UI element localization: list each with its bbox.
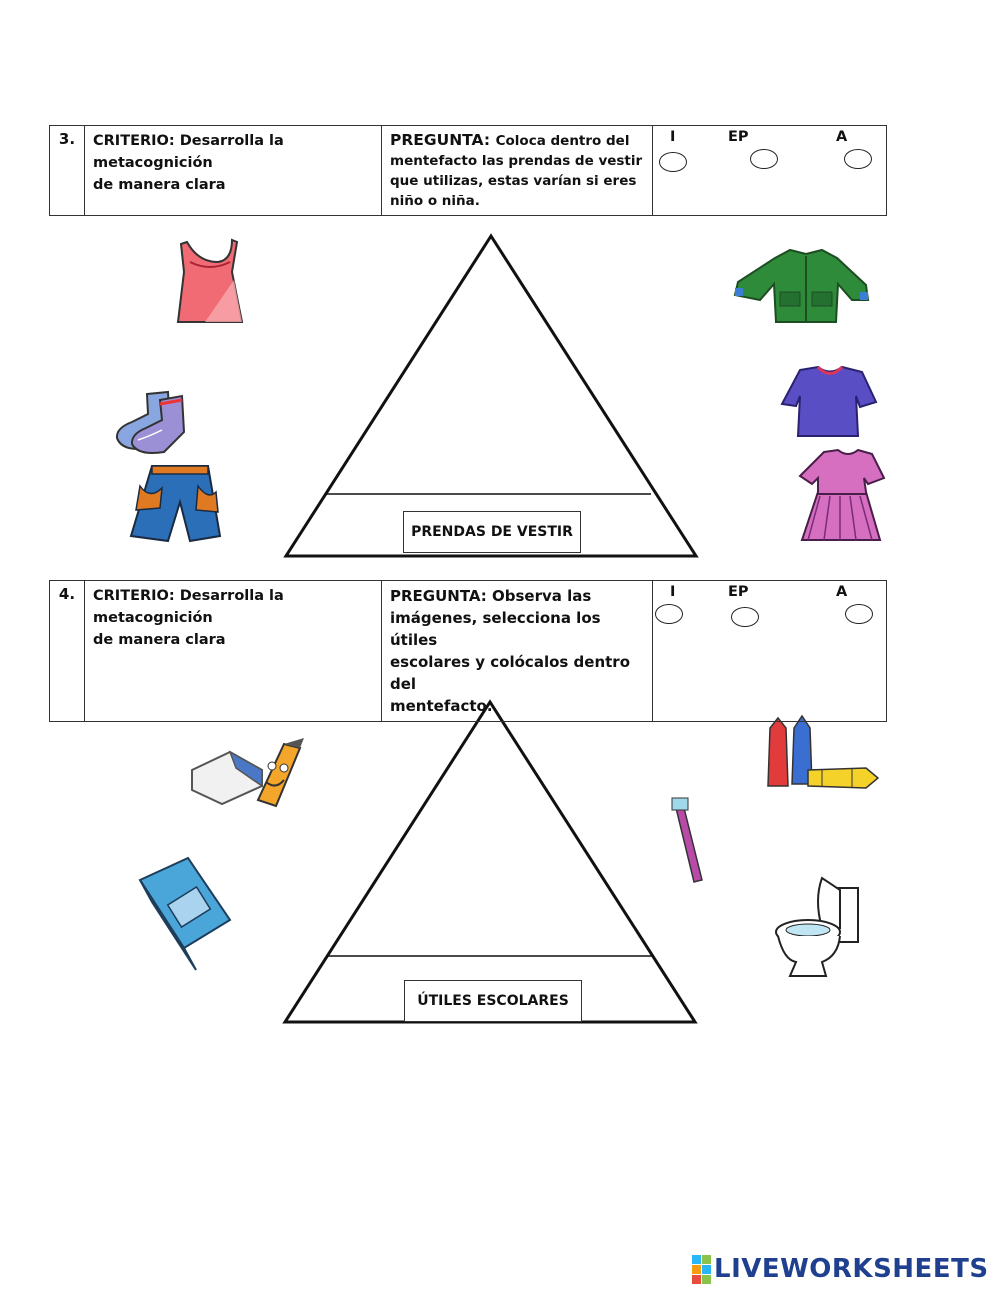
pregunta-text <box>382 581 653 722</box>
shorts-image[interactable] <box>131 466 220 541</box>
criterio-line: de manera clara <box>93 632 226 648</box>
tank-top-image[interactable] <box>178 240 242 322</box>
rating-option-ep[interactable] <box>750 149 778 169</box>
criterio-line: metacognición <box>93 610 213 626</box>
t-shirt-image[interactable] <box>782 367 876 436</box>
pyramid-label-text: PRENDAS DE VESTIR <box>411 524 573 540</box>
criterio-line: CRITERIO: Desarrolla la <box>93 133 284 149</box>
rating-option-ep[interactable] <box>731 607 759 627</box>
question-number: 4. <box>50 581 85 722</box>
pyramid-clothes[interactable] <box>286 236 696 556</box>
rating-option-a[interactable] <box>845 604 873 624</box>
criterio-text <box>85 126 382 216</box>
question-number: 3. <box>50 126 85 216</box>
rating-label-ep: EP <box>728 129 749 145</box>
question-3-table <box>49 125 887 216</box>
pregunta-line: que utilizas, estas varían si eres <box>390 173 637 189</box>
pregunta-text <box>382 126 653 216</box>
rating-cell <box>653 126 887 216</box>
criterio-line: metacognición <box>93 155 213 171</box>
pyramid-label-text: ÚTILES ESCOLARES <box>417 993 569 1009</box>
crayons-image[interactable] <box>768 716 878 788</box>
socks-image[interactable] <box>117 392 184 453</box>
rating-option-a[interactable] <box>844 149 872 169</box>
toothbrush-image[interactable] <box>672 798 702 882</box>
pregunta-line: niño o niña. <box>390 193 480 209</box>
rating-label-i: I <box>670 129 676 145</box>
rating-label-a: A <box>836 129 848 145</box>
liveworksheets-logo <box>692 1254 989 1284</box>
rating-option-i[interactable] <box>655 604 683 624</box>
liveworksheets-logo-text: LIVEWORKSHEETS <box>714 1254 989 1284</box>
criterio-text <box>85 581 382 722</box>
rating-cell <box>653 581 887 722</box>
criterio-line: de manera clara <box>93 177 226 193</box>
rating-label-ep: EP <box>728 584 749 600</box>
pregunta-line: mentefacto las prendas de vestir <box>390 153 643 169</box>
jacket-image[interactable] <box>735 250 868 322</box>
rating-label-i: I <box>670 584 676 600</box>
book-image[interactable] <box>140 858 230 970</box>
pregunta-line: Coloca dentro del <box>495 133 630 149</box>
rating-label-a: A <box>836 584 848 600</box>
pregunta-line: imágenes, selecciona los útiles <box>390 609 601 649</box>
pregunta-line: PREGUNTA: Observa las <box>390 587 592 605</box>
toilet-image[interactable] <box>776 878 858 976</box>
question-4-table <box>49 580 887 722</box>
pyramid-label-school-supplies <box>404 980 582 1022</box>
rating-option-i[interactable] <box>659 152 687 172</box>
pyramid-school-supplies[interactable] <box>285 702 695 1022</box>
pregunta-line: escolares y colócalos dentro del <box>390 653 630 693</box>
pregunta-label: PREGUNTA: <box>390 131 491 149</box>
criterio-line: CRITERIO: Desarrolla la <box>93 588 284 604</box>
dress-image[interactable] <box>800 450 884 540</box>
pyramid-label-clothes <box>403 511 581 553</box>
liveworksheets-logo-icon <box>692 1255 711 1284</box>
pregunta-line: mentefacto. <box>390 697 493 715</box>
eraser-and-pencil-image[interactable] <box>192 738 304 806</box>
